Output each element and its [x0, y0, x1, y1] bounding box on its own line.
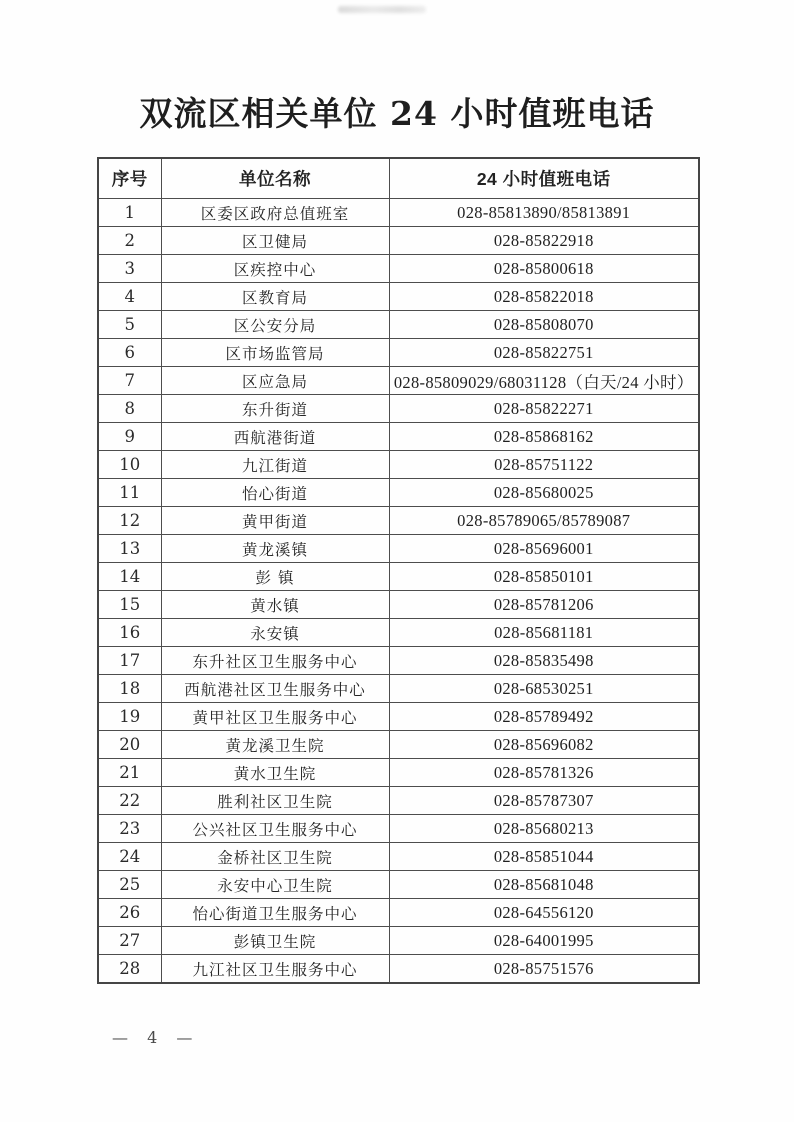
table-row: [98, 535, 699, 563]
cell-unit-name: 区疾控中心: [161, 255, 389, 283]
cell-duty-phone: 028-85822018: [389, 283, 699, 311]
table-row: [98, 703, 699, 731]
table-row: [98, 255, 699, 283]
cell-unit-name: 怡心街道: [161, 479, 389, 507]
cell-duty-phone: 028-85809029/68031128（白天/24 小时）: [389, 367, 699, 395]
cell-duty-phone: 028-85681048: [389, 871, 699, 899]
cell-index: 10: [98, 451, 161, 479]
page-number: — 4 —: [112, 1028, 200, 1047]
table-row: [98, 815, 699, 843]
cell-index: 3: [98, 255, 161, 283]
cell-unit-name: 九江街道: [161, 451, 389, 479]
cell-index: 25: [98, 871, 161, 899]
cell-index: 24: [98, 843, 161, 871]
cell-unit-name: 永安镇: [161, 619, 389, 647]
table-row: [98, 843, 699, 871]
cell-index: 1: [98, 199, 161, 227]
cell-index: 7: [98, 367, 161, 395]
table-row: [98, 899, 699, 927]
cell-duty-phone: 028-85822751: [389, 339, 699, 367]
cell-unit-name: 区委区政府总值班室: [161, 199, 389, 227]
cell-duty-phone: 028-85800618: [389, 255, 699, 283]
cell-index: 14: [98, 563, 161, 591]
table-row: [98, 507, 699, 535]
cell-unit-name: 西航港社区卫生服务中心: [161, 675, 389, 703]
cell-duty-phone: 028-85813890/85813891: [389, 199, 699, 227]
cell-index: 4: [98, 283, 161, 311]
duty-phone-table: [97, 157, 700, 984]
table-body: [98, 199, 699, 984]
table-row: [98, 563, 699, 591]
table-header: [98, 158, 699, 199]
cell-index: 5: [98, 311, 161, 339]
cell-duty-phone: 028-68530251: [389, 675, 699, 703]
cell-unit-name: 黄水镇: [161, 591, 389, 619]
cell-index: 17: [98, 647, 161, 675]
cell-index: 21: [98, 759, 161, 787]
cell-unit-name: 西航港街道: [161, 423, 389, 451]
cell-unit-name: 区市场监管局: [161, 339, 389, 367]
table-row: [98, 339, 699, 367]
cell-duty-phone: 028-85850101: [389, 563, 699, 591]
table-row: [98, 227, 699, 255]
page-title: 双流区相关单位 24 小时值班电话: [139, 94, 655, 133]
table-row: [98, 591, 699, 619]
cell-duty-phone: 028-85680025: [389, 479, 699, 507]
cell-unit-name: 黄龙溪镇: [161, 535, 389, 563]
cell-duty-phone: 028-85696082: [389, 731, 699, 759]
cell-duty-phone: 028-85751576: [389, 955, 699, 984]
cell-index: 16: [98, 619, 161, 647]
cell-index: 23: [98, 815, 161, 843]
table-row: [98, 283, 699, 311]
table-row: [98, 395, 699, 423]
cell-index: 2: [98, 227, 161, 255]
cell-unit-name: 东升社区卫生服务中心: [161, 647, 389, 675]
cell-unit-name: 黄龙溪卫生院: [161, 731, 389, 759]
cell-index: 27: [98, 927, 161, 955]
table-row: [98, 787, 699, 815]
table-row: [98, 423, 699, 451]
cell-unit-name: 九江社区卫生服务中心: [161, 955, 389, 984]
cell-index: 28: [98, 955, 161, 984]
cell-duty-phone: 028-85751122: [389, 451, 699, 479]
cell-duty-phone: 028-85680213: [389, 815, 699, 843]
table-row: [98, 871, 699, 899]
cell-index: 8: [98, 395, 161, 423]
cell-duty-phone: 028-85822918: [389, 227, 699, 255]
cell-unit-name: 区卫健局: [161, 227, 389, 255]
table-row: [98, 647, 699, 675]
cell-duty-phone: 028-85781206: [389, 591, 699, 619]
cell-index: 20: [98, 731, 161, 759]
cell-unit-name: 区应急局: [161, 367, 389, 395]
cell-index: 19: [98, 703, 161, 731]
table-row: [98, 199, 699, 227]
cell-index: 6: [98, 339, 161, 367]
cell-unit-name: 公兴社区卫生服务中心: [161, 815, 389, 843]
cell-unit-name: 永安中心卫生院: [161, 871, 389, 899]
cell-unit-name: 东升街道: [161, 395, 389, 423]
cell-index: 12: [98, 507, 161, 535]
cell-duty-phone: 028-85789065/85789087: [389, 507, 699, 535]
cell-duty-phone: 028-85851044: [389, 843, 699, 871]
table-row: [98, 675, 699, 703]
cell-index: 11: [98, 479, 161, 507]
header-index: 序号: [98, 158, 161, 199]
cell-index: 22: [98, 787, 161, 815]
cell-index: 9: [98, 423, 161, 451]
cell-duty-phone: 028-64001995: [389, 927, 699, 955]
table-row: [98, 927, 699, 955]
cell-duty-phone: 028-85835498: [389, 647, 699, 675]
cell-duty-phone: 028-64556120: [389, 899, 699, 927]
table-row: [98, 955, 699, 984]
table-row: [98, 759, 699, 787]
cell-duty-phone: 028-85808070: [389, 311, 699, 339]
table-row: [98, 451, 699, 479]
cell-duty-phone: 028-85868162: [389, 423, 699, 451]
scan-bleed-artifact: [338, 6, 426, 13]
cell-duty-phone: 028-85822271: [389, 395, 699, 423]
cell-unit-name: 黄水卫生院: [161, 759, 389, 787]
cell-unit-name: 黄甲社区卫生服务中心: [161, 703, 389, 731]
table-row: [98, 367, 699, 395]
cell-unit-name: 金桥社区卫生院: [161, 843, 389, 871]
cell-unit-name: 胜利社区卫生院: [161, 787, 389, 815]
header-row: [98, 158, 699, 199]
cell-index: 13: [98, 535, 161, 563]
cell-index: 26: [98, 899, 161, 927]
table-row: [98, 479, 699, 507]
cell-unit-name: 怡心街道卫生服务中心: [161, 899, 389, 927]
cell-index: 15: [98, 591, 161, 619]
cell-duty-phone: 028-85681181: [389, 619, 699, 647]
cell-duty-phone: 028-85696001: [389, 535, 699, 563]
table-row: [98, 619, 699, 647]
table-row: [98, 731, 699, 759]
cell-duty-phone: 028-85789492: [389, 703, 699, 731]
cell-unit-name: 彭镇卫生院: [161, 927, 389, 955]
header-duty-phone: 24 小时值班电话: [389, 158, 699, 199]
table-row: [98, 311, 699, 339]
cell-duty-phone: 028-85781326: [389, 759, 699, 787]
cell-unit-name: 黄甲街道: [161, 507, 389, 535]
cell-duty-phone: 028-85787307: [389, 787, 699, 815]
header-unit-name: 单位名称: [161, 158, 389, 199]
cell-index: 18: [98, 675, 161, 703]
cell-unit-name: 区教育局: [161, 283, 389, 311]
cell-unit-name: 区公安分局: [161, 311, 389, 339]
cell-unit-name: 彭 镇: [161, 563, 389, 591]
